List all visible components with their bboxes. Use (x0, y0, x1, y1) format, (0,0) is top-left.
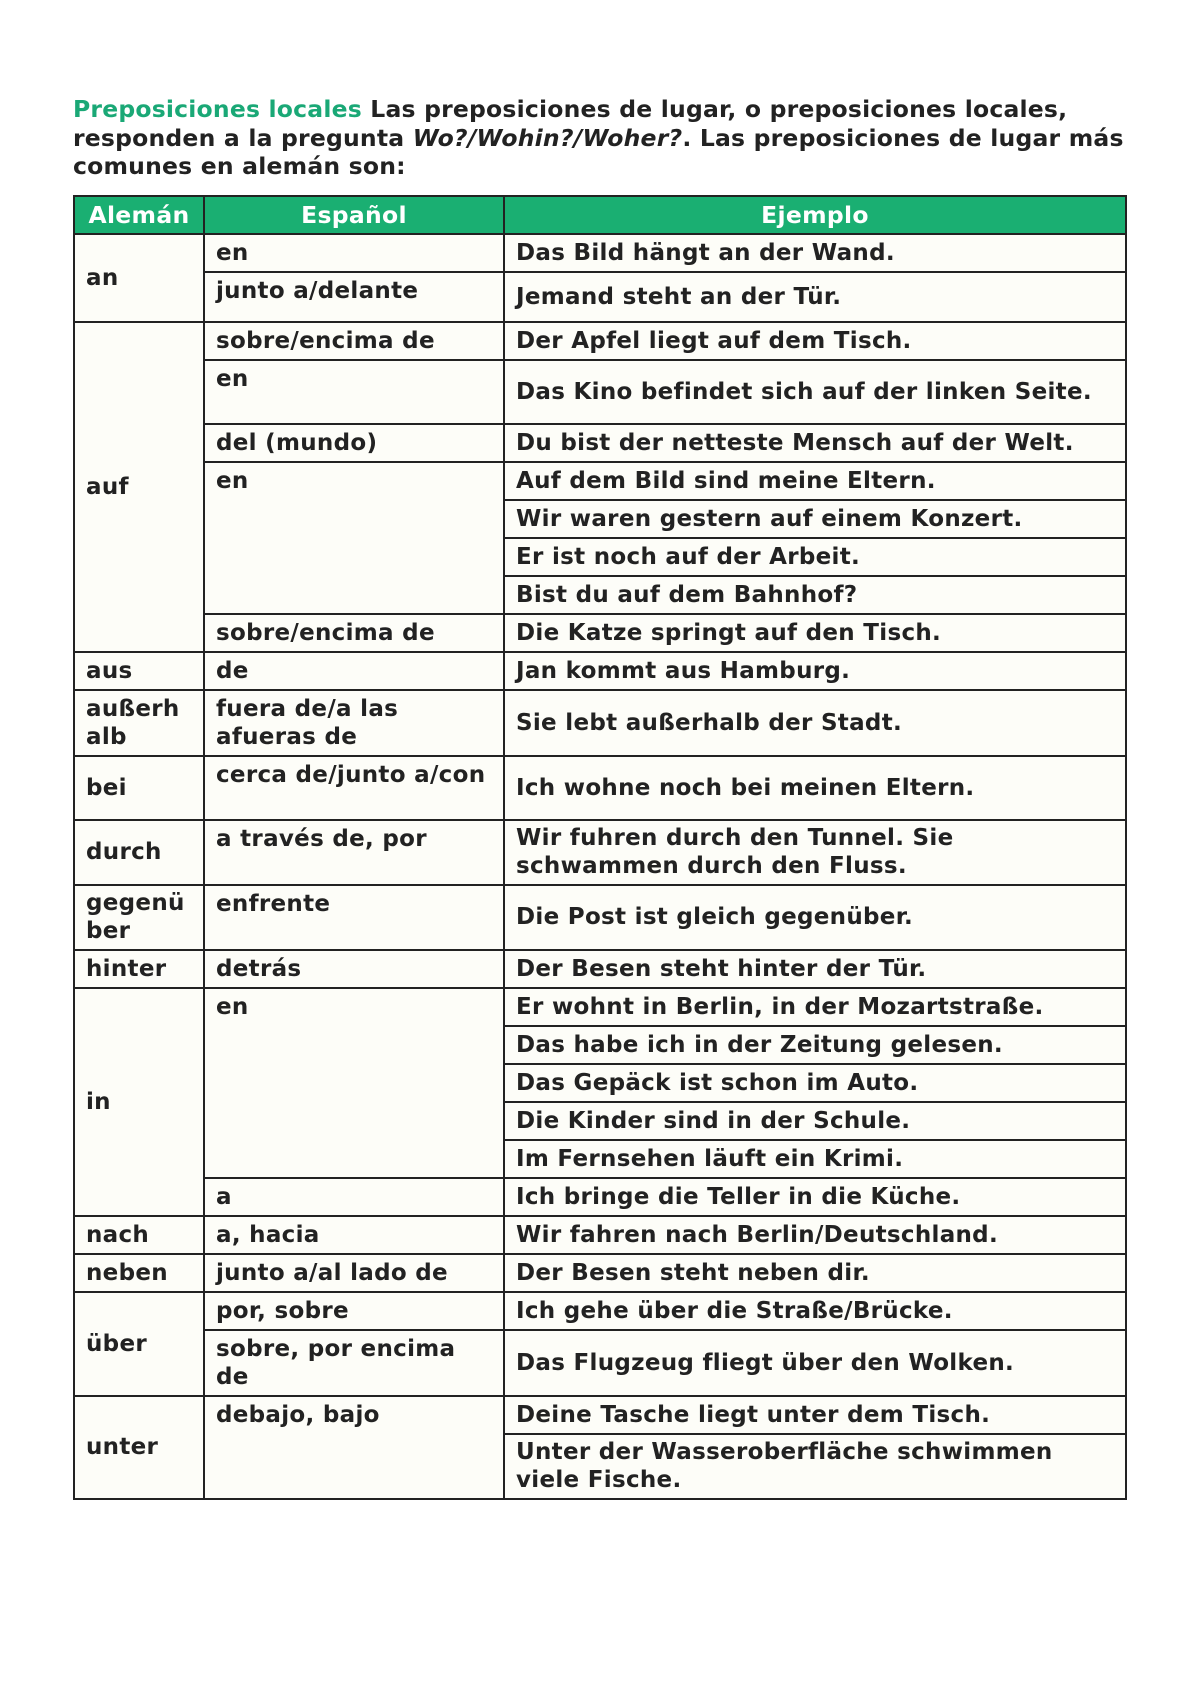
table-row (74, 1178, 1126, 1216)
cell-example: Wir fahren nach Berlin/Deutschland. (504, 1216, 1126, 1254)
cell-example: Wir waren gestern auf einem Konzert. (504, 500, 1126, 538)
cell-example: Das Gepäck ist schon im Auto. (504, 1064, 1126, 1102)
cell-example: Der Besen steht neben dir. (504, 1254, 1126, 1292)
cell-spanish-translation: detrás (204, 950, 504, 988)
table-row (74, 1254, 1126, 1292)
header-ejemplo: Ejemplo (504, 196, 1126, 234)
cell-german-preposition: hinter (74, 950, 204, 988)
cell-german-preposition: an (74, 234, 204, 322)
table-row (74, 462, 1126, 500)
cell-german-preposition: auf (74, 322, 204, 652)
cell-german-preposition: neben (74, 1254, 204, 1292)
cell-spanish-translation: por, sobre (204, 1292, 504, 1330)
table-row (74, 1330, 1126, 1396)
cell-example: Deine Tasche liegt unter dem Tisch. (504, 1396, 1126, 1434)
cell-spanish-translation: enfrente (204, 885, 504, 950)
table-row (74, 1292, 1126, 1330)
intro-question: Wo?/Wohin?/Woher? (412, 123, 683, 152)
cell-spanish-translation: cerca de/junto a/con (204, 756, 504, 820)
cell-spanish-translation: en (204, 462, 504, 614)
intro-paragraph (73, 95, 1133, 181)
cell-spanish-translation: junto a/al lado de (204, 1254, 504, 1292)
cell-german-preposition: bei (74, 756, 204, 820)
intro-heading: Preposiciones locales (73, 95, 362, 123)
cell-example: Der Apfel liegt auf dem Tisch. (504, 322, 1126, 360)
table-row (74, 652, 1126, 690)
header-aleman: Alemán (74, 196, 204, 234)
cell-example: Das Kino befindet sich auf der linken Seite. (504, 360, 1126, 424)
intro-text-2: . Las preposiciones de lugar más comunes en alemán son: (73, 123, 1124, 180)
cell-spanish-translation: debajo, bajo (204, 1396, 504, 1499)
table-header-row (74, 196, 1126, 234)
cell-spanish-translation: sobre/encima de (204, 614, 504, 652)
cell-example: Der Besen steht hinter der Tür. (504, 950, 1126, 988)
cell-example: Bist du auf dem Bahnhof? (504, 576, 1126, 614)
cell-example: Du bist der netteste Mensch auf der Welt. (504, 424, 1126, 462)
prepositions-table (73, 195, 1127, 1500)
table-row (74, 322, 1126, 360)
cell-example: Jemand steht an der Tür. (504, 272, 1126, 322)
cell-spanish-translation: sobre, por encima de (204, 1330, 504, 1396)
cell-german-preposition: durch (74, 820, 204, 885)
cell-spanish-translation: en (204, 234, 504, 272)
cell-german-preposition: unter (74, 1396, 204, 1499)
cell-spanish-translation: de (204, 652, 504, 690)
cell-example: Das Flugzeug fliegt über den Wolken. (504, 1330, 1126, 1396)
table-row (74, 885, 1126, 950)
cell-example: Wir fuhren durch den Tunnel. Sie schwammen durch den Fluss. (504, 820, 1126, 885)
table-row (74, 272, 1126, 322)
cell-spanish-translation: en (204, 988, 504, 1178)
cell-example: Ich wohne noch bei meinen Eltern. (504, 756, 1126, 820)
table-row (74, 988, 1126, 1026)
cell-spanish-translation: fuera de/a las afueras de (204, 690, 504, 756)
cell-example: Sie lebt außerhalb der Stadt. (504, 690, 1126, 756)
cell-example: Auf dem Bild sind meine Eltern. (504, 462, 1126, 500)
cell-german-preposition: nach (74, 1216, 204, 1254)
cell-example: Das Bild hängt an der Wand. (504, 234, 1126, 272)
cell-example: Ich gehe über die Straße/Brücke. (504, 1292, 1126, 1330)
cell-example: Er ist noch auf der Arbeit. (504, 538, 1126, 576)
cell-spanish-translation: a (204, 1178, 504, 1216)
table-row (74, 360, 1126, 424)
cell-spanish-translation: sobre/encima de (204, 322, 504, 360)
cell-spanish-translation: en (204, 360, 504, 424)
cell-german-preposition: über (74, 1292, 204, 1396)
cell-german-preposition: aus (74, 652, 204, 690)
cell-spanish-translation: a, hacia (204, 1216, 504, 1254)
intro-text-1: Las preposiciones de lugar, o preposiciones locales, responden a la pregunta (73, 95, 1068, 152)
table-row (74, 424, 1126, 462)
table-row (74, 756, 1126, 820)
cell-example: Ich bringe die Teller in die Küche. (504, 1178, 1126, 1216)
cell-spanish-translation: del (mundo) (204, 424, 504, 462)
cell-example: Unter der Wasseroberfläche schwimmen viele Fische. (504, 1434, 1126, 1499)
cell-german-preposition: gegenü ber (74, 885, 204, 950)
table-row (74, 234, 1126, 272)
cell-example: Das habe ich in der Zeitung gelesen. (504, 1026, 1126, 1064)
cell-spanish-translation: a través de, por (204, 820, 504, 885)
cell-example: Die Katze springt auf den Tisch. (504, 614, 1126, 652)
cell-example: Er wohnt in Berlin, in der Mozartstraße. (504, 988, 1126, 1026)
cell-example: Jan kommt aus Hamburg. (504, 652, 1126, 690)
table-row (74, 1216, 1126, 1254)
cell-spanish-translation: junto a/delante (204, 272, 504, 322)
table-body (74, 234, 1126, 1499)
table-row (74, 1396, 1126, 1434)
table-row (74, 820, 1126, 885)
cell-example: Die Kinder sind in der Schule. (504, 1102, 1126, 1140)
header-espanol: Español (204, 196, 504, 234)
cell-german-preposition: in (74, 988, 204, 1216)
table-row (74, 614, 1126, 652)
cell-example: Die Post ist gleich gegenüber. (504, 885, 1126, 950)
table-row (74, 950, 1126, 988)
cell-example: Im Fernsehen läuft ein Krimi. (504, 1140, 1126, 1178)
cell-german-preposition: außerh alb (74, 690, 204, 756)
table-row (74, 690, 1126, 756)
